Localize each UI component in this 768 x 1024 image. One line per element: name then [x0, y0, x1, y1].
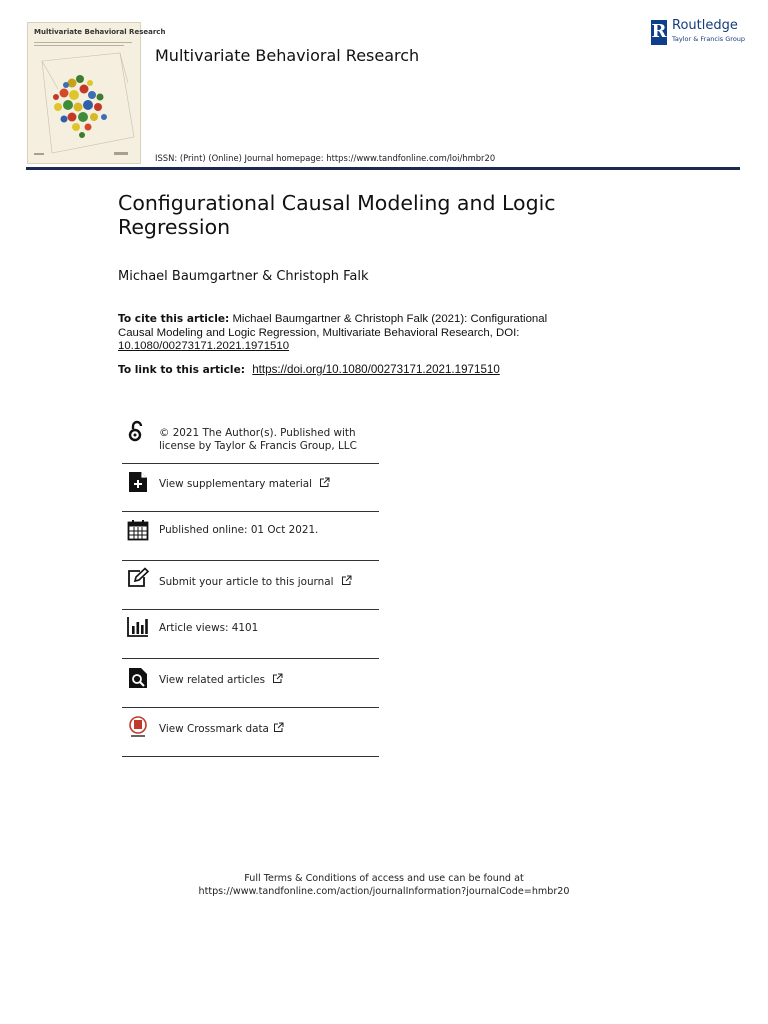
cite-text: Michael Baumgartner & Christoph Falk (2021): Configurational Causal Modeling and Logic Regression, Multivariate Behavioral Research, DOI: [118, 313, 548, 339]
divider [122, 560, 379, 561]
terms-footer [0, 873, 768, 898]
external-link-icon [273, 722, 284, 733]
publisher-name: Routledge [672, 18, 738, 33]
cover-spheres-graphic [28, 49, 140, 163]
divider [122, 707, 379, 708]
supplementary-icon[interactable] [127, 471, 149, 493]
edit-icon[interactable] [127, 567, 149, 589]
journal-cover-image [27, 22, 166, 164]
view-supplementary-link[interactable]: View supplementary material [159, 477, 330, 490]
cover-title: Multivariate Behavioral Research [34, 28, 166, 36]
view-related-link[interactable]: View related articles [159, 673, 283, 686]
journal-name: Multivariate Behavioral Research [155, 46, 420, 65]
cite-doi-link[interactable]: 10.1080/00273171.2021.1971510 [118, 340, 290, 353]
cite-label: To cite this article: [118, 313, 230, 325]
routledge-logo-mark: R [651, 20, 667, 45]
publisher-subtitle: Taylor & Francis Group [672, 35, 746, 43]
published-date: Published online: 01 Oct 2021. [159, 524, 319, 536]
external-link-icon [319, 477, 330, 488]
article-doi-link[interactable]: https://doi.org/10.1080/00273171.2021.1971510 [252, 363, 500, 376]
external-link-icon [272, 673, 283, 684]
terms-text: Full Terms & Conditions of access and use can be found at [244, 873, 524, 884]
view-crossmark-link[interactable]: View Crossmark data [159, 722, 284, 735]
link-label: To link to this article: [118, 364, 245, 376]
divider [122, 756, 379, 757]
bar-chart-icon [127, 616, 149, 638]
divider [122, 658, 379, 659]
citation-block [118, 313, 578, 354]
article-authors: Michael Baumgartner & Christoph Falk [118, 269, 369, 284]
open-access-icon [127, 420, 149, 442]
divider [122, 609, 379, 610]
divider [122, 463, 379, 464]
external-link-icon [341, 575, 352, 586]
divider [122, 511, 379, 512]
license-text: © 2021 The Author(s). Published with license by Taylor & Francis Group, LLC [159, 427, 357, 452]
issn-homepage-line[interactable]: ISSN: (Print) (Online) Journal homepage: https://www.tandfonline.com/loi/hmbr20 [155, 153, 496, 163]
related-search-icon[interactable] [127, 667, 149, 689]
link-block [118, 363, 500, 376]
article-views: Article views: 4101 [159, 622, 259, 634]
crossmark-icon[interactable] [127, 716, 149, 738]
calendar-icon [127, 519, 149, 541]
article-title: Configurational Causal Modeling and Logic Regression [118, 191, 556, 239]
terms-url[interactable]: https://www.tandfonline.com/action/journalInformation?journalCode=hmbr20 [198, 885, 570, 897]
header-divider [26, 167, 740, 170]
submit-article-link[interactable]: Submit your article to this journal [159, 575, 352, 588]
